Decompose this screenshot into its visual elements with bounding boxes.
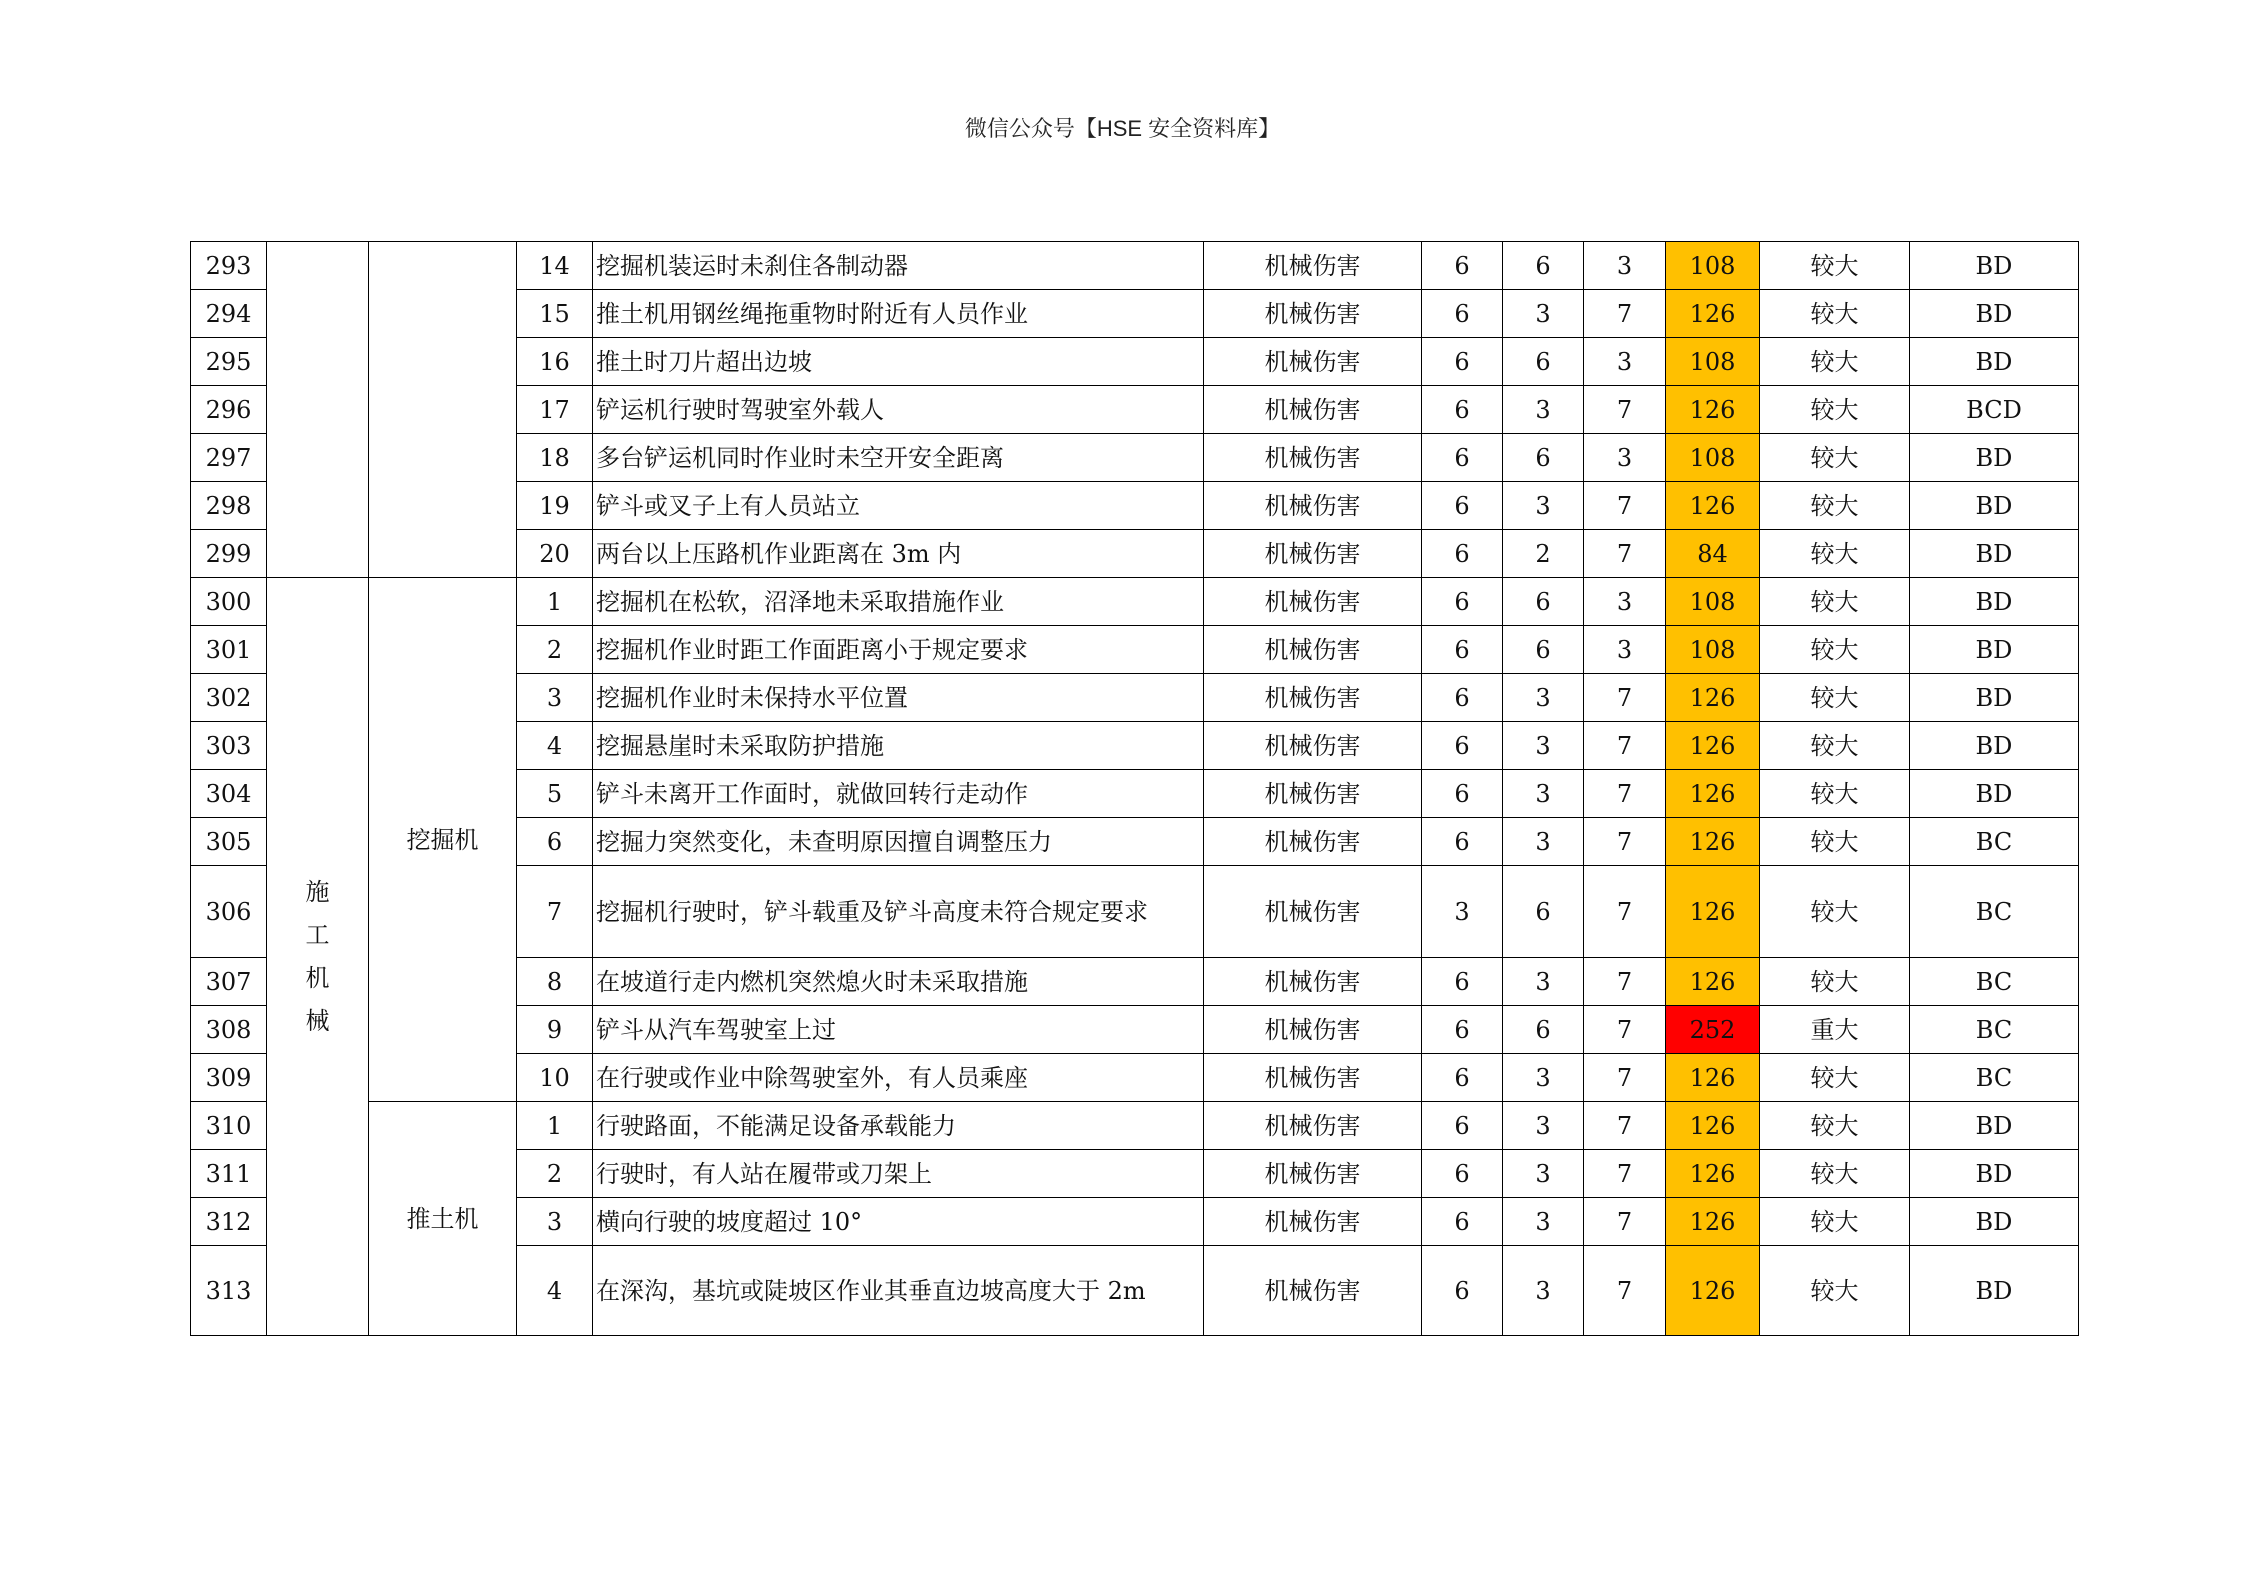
exposure-value: 3 [1503,770,1584,818]
row-number: 311 [191,1150,267,1198]
sub-number: 14 [517,242,593,290]
control-code: BD [1910,578,2079,626]
sub-number: 9 [517,1006,593,1054]
control-code: BD [1910,530,2079,578]
risk-assessment-table [190,241,2079,1336]
hazard-type: 机械伤害 [1204,290,1422,338]
consequence-value: 7 [1584,290,1666,338]
sub-number: 4 [517,1246,593,1336]
sub-number: 19 [517,482,593,530]
hazard-type: 机械伤害 [1204,722,1422,770]
sub-number: 1 [517,578,593,626]
table-row [191,242,2079,290]
control-code: BC [1910,1006,2079,1054]
risk-level: 较大 [1760,290,1910,338]
likelihood-value: 6 [1422,290,1503,338]
risk-level: 较大 [1760,1102,1910,1150]
hazard-description: 挖掘机装运时未刹住各制动器 [593,242,1204,290]
consequence-value: 7 [1584,1006,1666,1054]
risk-score: 126 [1666,386,1760,434]
risk-level: 较大 [1760,770,1910,818]
likelihood-value: 6 [1422,482,1503,530]
row-number: 296 [191,386,267,434]
risk-score: 126 [1666,1150,1760,1198]
hazard-description: 挖掘机在松软，沼泽地未采取措施作业 [593,578,1204,626]
row-number: 313 [191,1246,267,1336]
hazard-type: 机械伤害 [1204,818,1422,866]
row-number: 305 [191,818,267,866]
hazard-type: 机械伤害 [1204,578,1422,626]
exposure-value: 6 [1503,578,1584,626]
hazard-description: 两台以上压路机作业距离在 3m 内 [593,530,1204,578]
likelihood-value: 6 [1422,818,1503,866]
table-row [191,1102,2079,1150]
risk-level: 较大 [1760,1246,1910,1336]
hazard-type: 机械伤害 [1204,674,1422,722]
risk-score: 126 [1666,674,1760,722]
consequence-value: 7 [1584,1054,1666,1102]
exposure-value: 3 [1503,1198,1584,1246]
risk-score: 126 [1666,290,1760,338]
risk-score: 126 [1666,770,1760,818]
control-code: BD [1910,722,2079,770]
risk-score: 126 [1666,722,1760,770]
likelihood-value: 6 [1422,1054,1503,1102]
risk-level: 较大 [1760,866,1910,958]
control-code: BD [1910,1150,2079,1198]
consequence-value: 7 [1584,818,1666,866]
risk-score: 126 [1666,958,1760,1006]
risk-level: 较大 [1760,1150,1910,1198]
category-char: 施 [305,877,330,906]
risk-level: 较大 [1760,1054,1910,1102]
risk-level: 较大 [1760,242,1910,290]
control-code: BC [1910,866,2079,958]
hazard-type: 机械伤害 [1204,958,1422,1006]
control-code: BC [1910,958,2079,1006]
risk-level: 较大 [1760,674,1910,722]
hazard-description: 铲斗或叉子上有人员站立 [593,482,1204,530]
hazard-type: 机械伤害 [1204,1150,1422,1198]
row-number: 304 [191,770,267,818]
hazard-description: 挖掘机作业时距工作面距离小于规定要求 [593,626,1204,674]
row-number: 306 [191,866,267,958]
category-char: 工 [305,920,330,949]
consequence-value: 7 [1584,386,1666,434]
control-code: BD [1910,770,2079,818]
exposure-value: 3 [1503,290,1584,338]
control-code: BD [1910,626,2079,674]
control-code: BC [1910,818,2079,866]
sub-number: 3 [517,674,593,722]
risk-level: 较大 [1760,482,1910,530]
hazard-description: 在行驶或作业中除驾驶室外，有人员乘座 [593,1054,1204,1102]
consequence-value: 7 [1584,1102,1666,1150]
table-row [191,578,2079,626]
sub-number: 7 [517,866,593,958]
sub-number: 15 [517,290,593,338]
consequence-value: 7 [1584,674,1666,722]
risk-level: 较大 [1760,434,1910,482]
hazard-type: 机械伤害 [1204,770,1422,818]
likelihood-value: 3 [1422,866,1503,958]
consequence-value: 7 [1584,530,1666,578]
hazard-type: 机械伤害 [1204,338,1422,386]
consequence-value: 7 [1584,722,1666,770]
sub-number: 5 [517,770,593,818]
row-number: 300 [191,578,267,626]
page-header: 微信公众号【HSE 安全资料库】 [964,116,1281,141]
hazard-type: 机械伤害 [1204,1102,1422,1150]
hazard-type: 机械伤害 [1204,386,1422,434]
hazard-type: 机械伤害 [1204,626,1422,674]
exposure-value: 3 [1503,1150,1584,1198]
likelihood-value: 6 [1422,958,1503,1006]
row-number: 293 [191,242,267,290]
hazard-type: 机械伤害 [1204,1006,1422,1054]
risk-score: 108 [1666,578,1760,626]
equipment-cell-excavator: 挖掘机 [369,578,517,1102]
likelihood-value: 6 [1422,770,1503,818]
hazard-description: 在深沟，基坑或陡坡区作业其垂直边坡高度大于 2m [593,1246,1204,1336]
likelihood-value: 6 [1422,626,1503,674]
likelihood-value: 6 [1422,1198,1503,1246]
sub-number: 20 [517,530,593,578]
row-number: 297 [191,434,267,482]
exposure-value: 3 [1503,722,1584,770]
sub-number: 3 [517,1198,593,1246]
row-number: 295 [191,338,267,386]
hazard-description: 横向行驶的坡度超过 10° [593,1198,1204,1246]
risk-score: 108 [1666,626,1760,674]
sub-number: 2 [517,1150,593,1198]
likelihood-value: 6 [1422,578,1503,626]
sub-number: 16 [517,338,593,386]
category-char: 机 [305,963,330,992]
hazard-type: 机械伤害 [1204,1246,1422,1336]
category-cell-top [267,242,369,578]
row-number: 301 [191,626,267,674]
hazard-description: 挖掘机行驶时，铲斗载重及铲斗高度未符合规定要求 [593,866,1204,958]
exposure-value: 6 [1503,626,1584,674]
category-char: 械 [305,1006,330,1035]
likelihood-value: 6 [1422,434,1503,482]
consequence-value: 7 [1584,958,1666,1006]
row-number: 298 [191,482,267,530]
risk-level: 较大 [1760,386,1910,434]
sub-number: 10 [517,1054,593,1102]
likelihood-value: 6 [1422,1150,1503,1198]
risk-score: 126 [1666,1054,1760,1102]
hazard-type: 机械伤害 [1204,530,1422,578]
exposure-value: 6 [1503,338,1584,386]
risk-score: 126 [1666,866,1760,958]
hazard-type: 机械伤害 [1204,1054,1422,1102]
consequence-value: 3 [1584,242,1666,290]
exposure-value: 3 [1503,818,1584,866]
exposure-value: 6 [1503,434,1584,482]
risk-level: 较大 [1760,578,1910,626]
sub-number: 8 [517,958,593,1006]
hazard-description: 多台铲运机同时作业时未空开安全距离 [593,434,1204,482]
consequence-value: 7 [1584,866,1666,958]
risk-score: 108 [1666,242,1760,290]
row-number: 308 [191,1006,267,1054]
row-number: 302 [191,674,267,722]
hazard-description: 挖掘悬崖时未采取防护措施 [593,722,1204,770]
row-number: 294 [191,290,267,338]
risk-level: 较大 [1760,958,1910,1006]
hazard-description: 铲运机行驶时驾驶室外载人 [593,386,1204,434]
risk-level: 较大 [1760,626,1910,674]
likelihood-value: 6 [1422,1006,1503,1054]
hazard-description: 行驶时，有人站在履带或刀架上 [593,1150,1204,1198]
control-code: BD [1910,1246,2079,1336]
row-number: 312 [191,1198,267,1246]
exposure-value: 3 [1503,1054,1584,1102]
row-number: 299 [191,530,267,578]
control-code: BD [1910,482,2079,530]
consequence-value: 7 [1584,1198,1666,1246]
likelihood-value: 6 [1422,338,1503,386]
risk-score: 126 [1666,1246,1760,1336]
risk-score: 126 [1666,1102,1760,1150]
risk-level: 较大 [1760,818,1910,866]
control-code: BD [1910,290,2079,338]
likelihood-value: 6 [1422,1246,1503,1336]
hazard-type: 机械伤害 [1204,482,1422,530]
hazard-type: 机械伤害 [1204,1198,1422,1246]
likelihood-value: 6 [1422,386,1503,434]
consequence-value: 3 [1584,338,1666,386]
risk-score: 252 [1666,1006,1760,1054]
exposure-value: 2 [1503,530,1584,578]
hazard-description: 在坡道行走内燃机突然熄火时未采取措施 [593,958,1204,1006]
risk-level: 较大 [1760,722,1910,770]
exposure-value: 6 [1503,1006,1584,1054]
control-code: BC [1910,1054,2079,1102]
row-number: 309 [191,1054,267,1102]
control-code: BD [1910,674,2079,722]
risk-score: 126 [1666,818,1760,866]
exposure-value: 6 [1503,866,1584,958]
risk-level: 重大 [1760,1006,1910,1054]
consequence-value: 7 [1584,770,1666,818]
control-code: BD [1910,338,2079,386]
exposure-value: 3 [1503,1246,1584,1336]
consequence-value: 3 [1584,434,1666,482]
hazard-description: 铲斗从汽车驾驶室上过 [593,1006,1204,1054]
sub-number: 2 [517,626,593,674]
likelihood-value: 6 [1422,530,1503,578]
hazard-description: 铲斗未离开工作面时，就做回转行走动作 [593,770,1204,818]
row-number: 310 [191,1102,267,1150]
consequence-value: 7 [1584,1150,1666,1198]
hazard-description: 行驶路面，不能满足设备承载能力 [593,1102,1204,1150]
likelihood-value: 6 [1422,722,1503,770]
table-body [191,242,2079,1336]
hazard-type: 机械伤害 [1204,434,1422,482]
risk-score: 108 [1666,434,1760,482]
risk-score: 84 [1666,530,1760,578]
risk-level: 较大 [1760,1198,1910,1246]
exposure-value: 3 [1503,958,1584,1006]
sub-number: 4 [517,722,593,770]
sub-number: 1 [517,1102,593,1150]
likelihood-value: 6 [1422,1102,1503,1150]
risk-score: 108 [1666,338,1760,386]
sub-number: 18 [517,434,593,482]
sub-number: 6 [517,818,593,866]
consequence-value: 7 [1584,1246,1666,1336]
likelihood-value: 6 [1422,242,1503,290]
hazard-description: 挖掘机作业时未保持水平位置 [593,674,1204,722]
category-cell [267,578,369,1336]
control-code: BD [1910,1102,2079,1150]
hazard-description: 挖掘力突然变化，未查明原因擅自调整压力 [593,818,1204,866]
equipment-cell-bulldozer: 推土机 [369,1102,517,1336]
sub-number: 17 [517,386,593,434]
row-number: 307 [191,958,267,1006]
consequence-value: 3 [1584,578,1666,626]
consequence-value: 3 [1584,626,1666,674]
equipment-cell-top [369,242,517,578]
hazard-description: 推土时刀片超出边坡 [593,338,1204,386]
exposure-value: 3 [1503,482,1584,530]
row-number: 303 [191,722,267,770]
hazard-type: 机械伤害 [1204,242,1422,290]
hazard-type: 机械伤害 [1204,866,1422,958]
risk-score: 126 [1666,1198,1760,1246]
control-code: BCD [1910,386,2079,434]
exposure-value: 3 [1503,386,1584,434]
exposure-value: 6 [1503,242,1584,290]
control-code: BD [1910,242,2079,290]
likelihood-value: 6 [1422,674,1503,722]
risk-level: 较大 [1760,338,1910,386]
risk-level: 较大 [1760,530,1910,578]
risk-score: 126 [1666,482,1760,530]
control-code: BD [1910,434,2079,482]
exposure-value: 3 [1503,674,1584,722]
control-code: BD [1910,1198,2079,1246]
hazard-description: 推土机用钢丝绳拖重物时附近有人员作业 [593,290,1204,338]
exposure-value: 3 [1503,1102,1584,1150]
consequence-value: 7 [1584,482,1666,530]
